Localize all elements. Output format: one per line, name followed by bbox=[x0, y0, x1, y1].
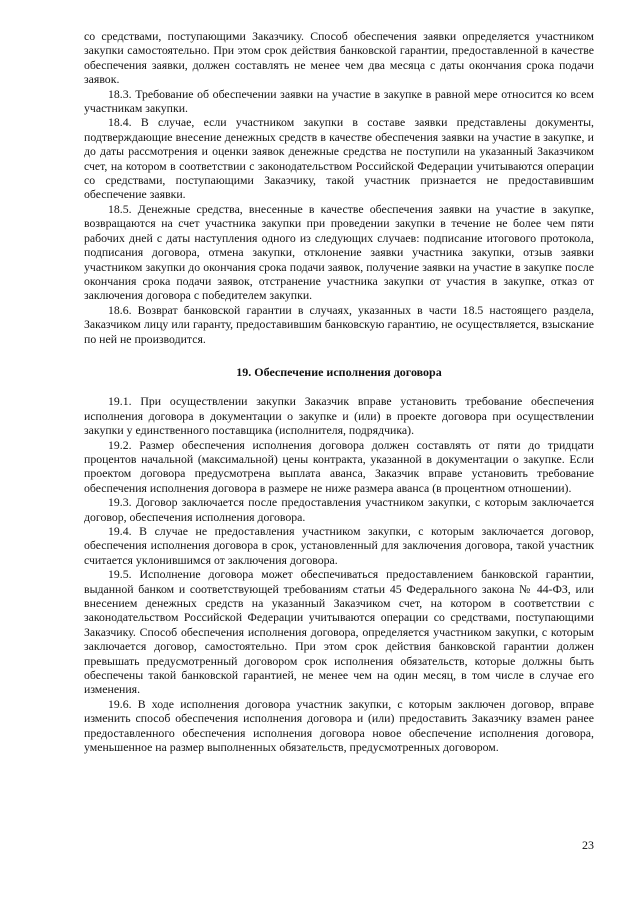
paragraph-18-3: 18.3. Требование об обеспечении заявки на участие в закупке в равной мере относится ко всем участникам закупки. bbox=[84, 86, 594, 116]
paragraph-19-5: 19.5. Исполнение договора может обеспечиваться предоставлением банковской гарантии, выданной банком и соответствующей требованиям статьи 45 Федерального закона № 44-ФЗ, или внесением денежных средств на указанный Заказчиком счет, на котором в соответствии с законодательством Российской Федерации учитываются операции со средствами, поступающими Заказчику. Способ обеспечения исполнения договора, определяется участником закупки, с которым заключается договор, самостоятельно. При этом срок действия банковской гарантии должен превышать предусмотренный договором срок исполнения обязательств, которые должны быть обеспечены такой банковской гарантией, не менее чем на один месяц, в том числе в случае его изменения. bbox=[84, 567, 594, 697]
paragraph-18-5: 18.5. Денежные средства, внесенные в качестве обеспечения заявки на участие в закупке, возвращаются на счет участника закупки при проведении закупки в течение не более чем пяти рабочих дней с даты наступления одного из следующих случаев: подписание итогового протокола, подписания договора, отмена закупки, отклонение заявки участника закупки, отзыв заявки участником закупки до окончания срока подачи заявок, получение заявки на участие в закупке после окончания срока подачи заявок, отстранение участника закупки от участия в закупке, отказ от заключения договора с победителем закупки. bbox=[84, 201, 594, 303]
paragraph-19-6: 19.6. В ходе исполнения договора участник закупки, с которым заключен договор, вправе изменить способ обеспечения исполнения договора и (или) предоставить Заказчику взамен ранее предоставленного обеспечения исполнения договора новое обеспечение исполнения договора, уменьшенное на размер выполненных обязательств, предусмотренных договором. bbox=[84, 696, 594, 755]
body-text-bottom bbox=[84, 394, 594, 754]
paragraph-18-2-continuation: со средствами, поступающими Заказчику. Способ обеспечения заявки определяется участником закупки самостоятельно. При этом срок действия банковской гарантии, предоставленной в качестве обеспечения заявки, должен составлять не менее чем два месяца с даты окончания срока подачи заявок. bbox=[84, 29, 594, 87]
section-heading: 19. Обеспечение исполнения договора bbox=[236, 364, 442, 379]
paragraph-19-3: 19.3. Договор заключается после предоставления участником закупки, с которым заключается договор, обеспечения исполнения договора. bbox=[84, 495, 594, 524]
paragraph-18-4: 18.4. В случае, если участником закупки в составе заявки представлены документы, подтверждающие внесение денежных средств в качестве обеспечения заявки на участие в закупке, и до даты рассмотрения и оценки заявок денежные средства не поступили на указанный Заказчиком счет, на котором в соответствии с законодательством Российской Федерации учитываются операции со средствами, поступающими Заказчику, такой участник признается не предоставившим обеспечение заявки. bbox=[84, 115, 594, 202]
body-text-top bbox=[84, 29, 594, 346]
paragraph-19-1: 19.1. При осуществлении закупки Заказчик вправе установить требование обеспечения исполнения договора в документации о закупке и (или) в проекте договора при осуществлении закупки у единственного поставщика (исполнителя, подрядчика). bbox=[84, 394, 594, 438]
page-number: 23 bbox=[582, 838, 594, 852]
paragraph-18-6: 18.6. Возврат банковской гарантии в случаях, указанных в части 18.5 настоящего раздела, Заказчиком лицу или гаранту, предоставившим банковскую гарантию, не осуществляется, взыскание по ней не производится. bbox=[84, 302, 594, 346]
paragraph-19-4: 19.4. В случае не предоставления участником закупки, с которым заключается договор, обеспечения исполнения договора в срок, установленный для заключения договора, такой участник считается уклонившимся от заключения договора. bbox=[84, 524, 594, 567]
paragraph-19-2: 19.2. Размер обеспечения исполнения договора должен составлять от пяти до тридцати процентов начальной (максимальной) цены контракта, указанной в документации о закупке. Если проектом договора предусмотрена выплата аванса, Заказчик вправе установить требование обеспечения исполнения договора в размере не ниже размера аванса (в процентном отношении). bbox=[84, 437, 594, 495]
